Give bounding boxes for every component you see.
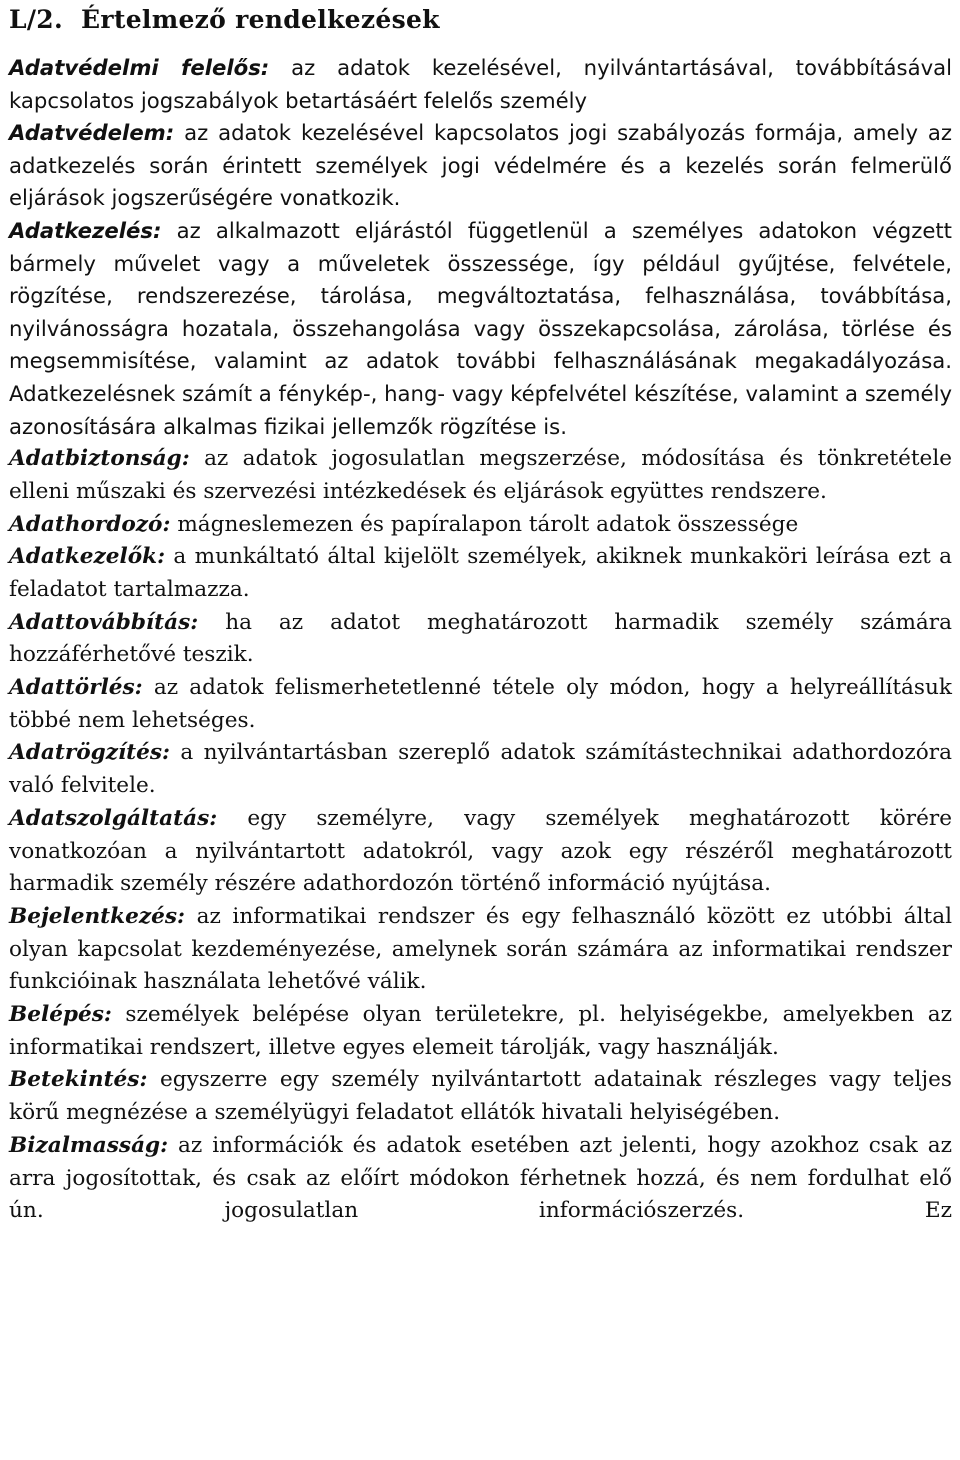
definition-adattorles [9,672,952,737]
definition-term: Adatvédelem: [9,120,175,146]
definition-text: az adatok felismerhetetlenné tétele oly módon, hogy a helyreállításuk többé nem lehetséges. [9,675,953,733]
definition-bejelentkezes [9,901,952,999]
definition-term: Adatvédelmi felelős: [9,55,270,80]
definition-adathordozo [9,509,952,542]
definition-adatszolgaltatas [9,803,952,901]
definition-adatvedelmi-felelos [9,52,952,117]
definition-term: Bizalmasság: [9,1132,169,1158]
definition-term: Belépés: [9,1002,112,1028]
definition-text: az alkalmazott eljárástól függetlenül a személyes adatokon végzett bármely művelet vagy a műveletek összessége, így például gyűjtése, felvétele, rögzítése, rendszerezése, tárolása, megváltoztatása, felhasználása, továbbítása, nyilvánosságra hozatala, összehangolása vagy összekapcsolása, zárolása, törlése és megsemmisítése, valamint az adatok további felhasználásának megakadályozása. Adatkezelésnek számít a fénykép-, hang- vagy képfelvétel készítése, valamint a személy azonosítására alkalmas fizikai jellemzők rögzítése is. [9,217,952,439]
definition-text: az adatok kezelésével, nyilvántartásával, továbbításával kapcsolatos jogszabályok betartásáért felelős személy [9,55,952,113]
definition-term: Bejelentkezés: [9,903,185,929]
definition-text: a munkáltató által kijelölt személyek, akiknek munkaköri leírása ezt a feladatot tartalmazza. [9,544,952,602]
definition-term: Adattovábbítás: [9,609,199,635]
section-heading [9,0,952,40]
definition-text: a nyilvántartásban szereplő adatok számítástechnikai adathordozóra való felvitele. [9,740,952,799]
definition-text: egyszerre egy személy nyilvántartott adatainak részleges vagy teljes körű megnézése a személyügyi feladatot ellátók hivatali helyiségében. [9,1067,952,1126]
definition-adatkezelok [9,541,952,606]
definition-text: egy személyre, vagy személyek meghatározott körére vonatkozóan a nyilvántartott adatokról, vagy azok egy részéről meghatározott harmadik személy részére adathordozón történő információ nyújtása. [9,805,952,897]
definition-term: Adatkezelés: [9,217,162,243]
definition-text: mágneslemezen és papíralapon tárolt adatok összessége [177,511,799,537]
definition-term: Adattörlés: [9,675,143,701]
definition-term: Adatkezelők: [9,544,166,570]
definition-adatbiztonsag [9,443,952,508]
definition-term: Adatbiztonság: [9,446,190,472]
section-title: Értelmező rendelkezések [81,5,440,34]
definition-text: ha az adatot meghatározott harmadik személy számára hozzáférhetővé teszik. [9,609,952,668]
section-number: L/2. [9,5,64,34]
definition-adatkezeles [9,215,952,443]
definition-term: Betekintés: [9,1067,148,1093]
definition-betekintes [9,1064,952,1129]
definition-text: az adatok kezelésével kapcsolatos jogi szabályozás formája, amely az adatkezelés során érintett személyek jogi védelmére és a kezelés során felmerülő eljárások jogszerűségére vonatkozik. [9,120,952,211]
definition-text: az információk és adatok esetében azt jelenti, hogy azokhoz csak az arra jogosítottak, és csak az előírt módokon férhetnek hozzá, és nem fordulhat elő ún. jogosulatlan információszerzés. Ez [9,1132,952,1224]
definition-text: az informatikai rendszer és egy felhasználó között ez utóbbi által olyan kapcsolat kezdeményezése, amelynek során számára az informatikai rendszer funkcióinak használata lehetővé válik. [9,903,952,995]
definition-bizalmassag [9,1130,952,1228]
definition-adatrogzites [9,737,952,802]
definition-term: Adatrögzítés: [9,740,171,766]
definition-term: Adatszolgáltatás: [9,805,218,831]
definition-adatvedelem [9,117,952,215]
definition-text: személyek belépése olyan területekre, pl. helyiségekbe, amelyekben az informatikai rendszert, illetve egyes elemeit tárolják, vagy használják. [9,1002,952,1060]
definition-text: az adatok jogosulatlan megszerzése, módosítása és tönkretétele elleni műszaki és szervezési intézkedések és eljárások együttes rendszere. [9,446,953,504]
document-page [9,0,952,1228]
definition-adattovabbitas [9,607,952,672]
definition-belepes [9,999,952,1064]
definition-term: Adathordozó: [9,511,171,537]
